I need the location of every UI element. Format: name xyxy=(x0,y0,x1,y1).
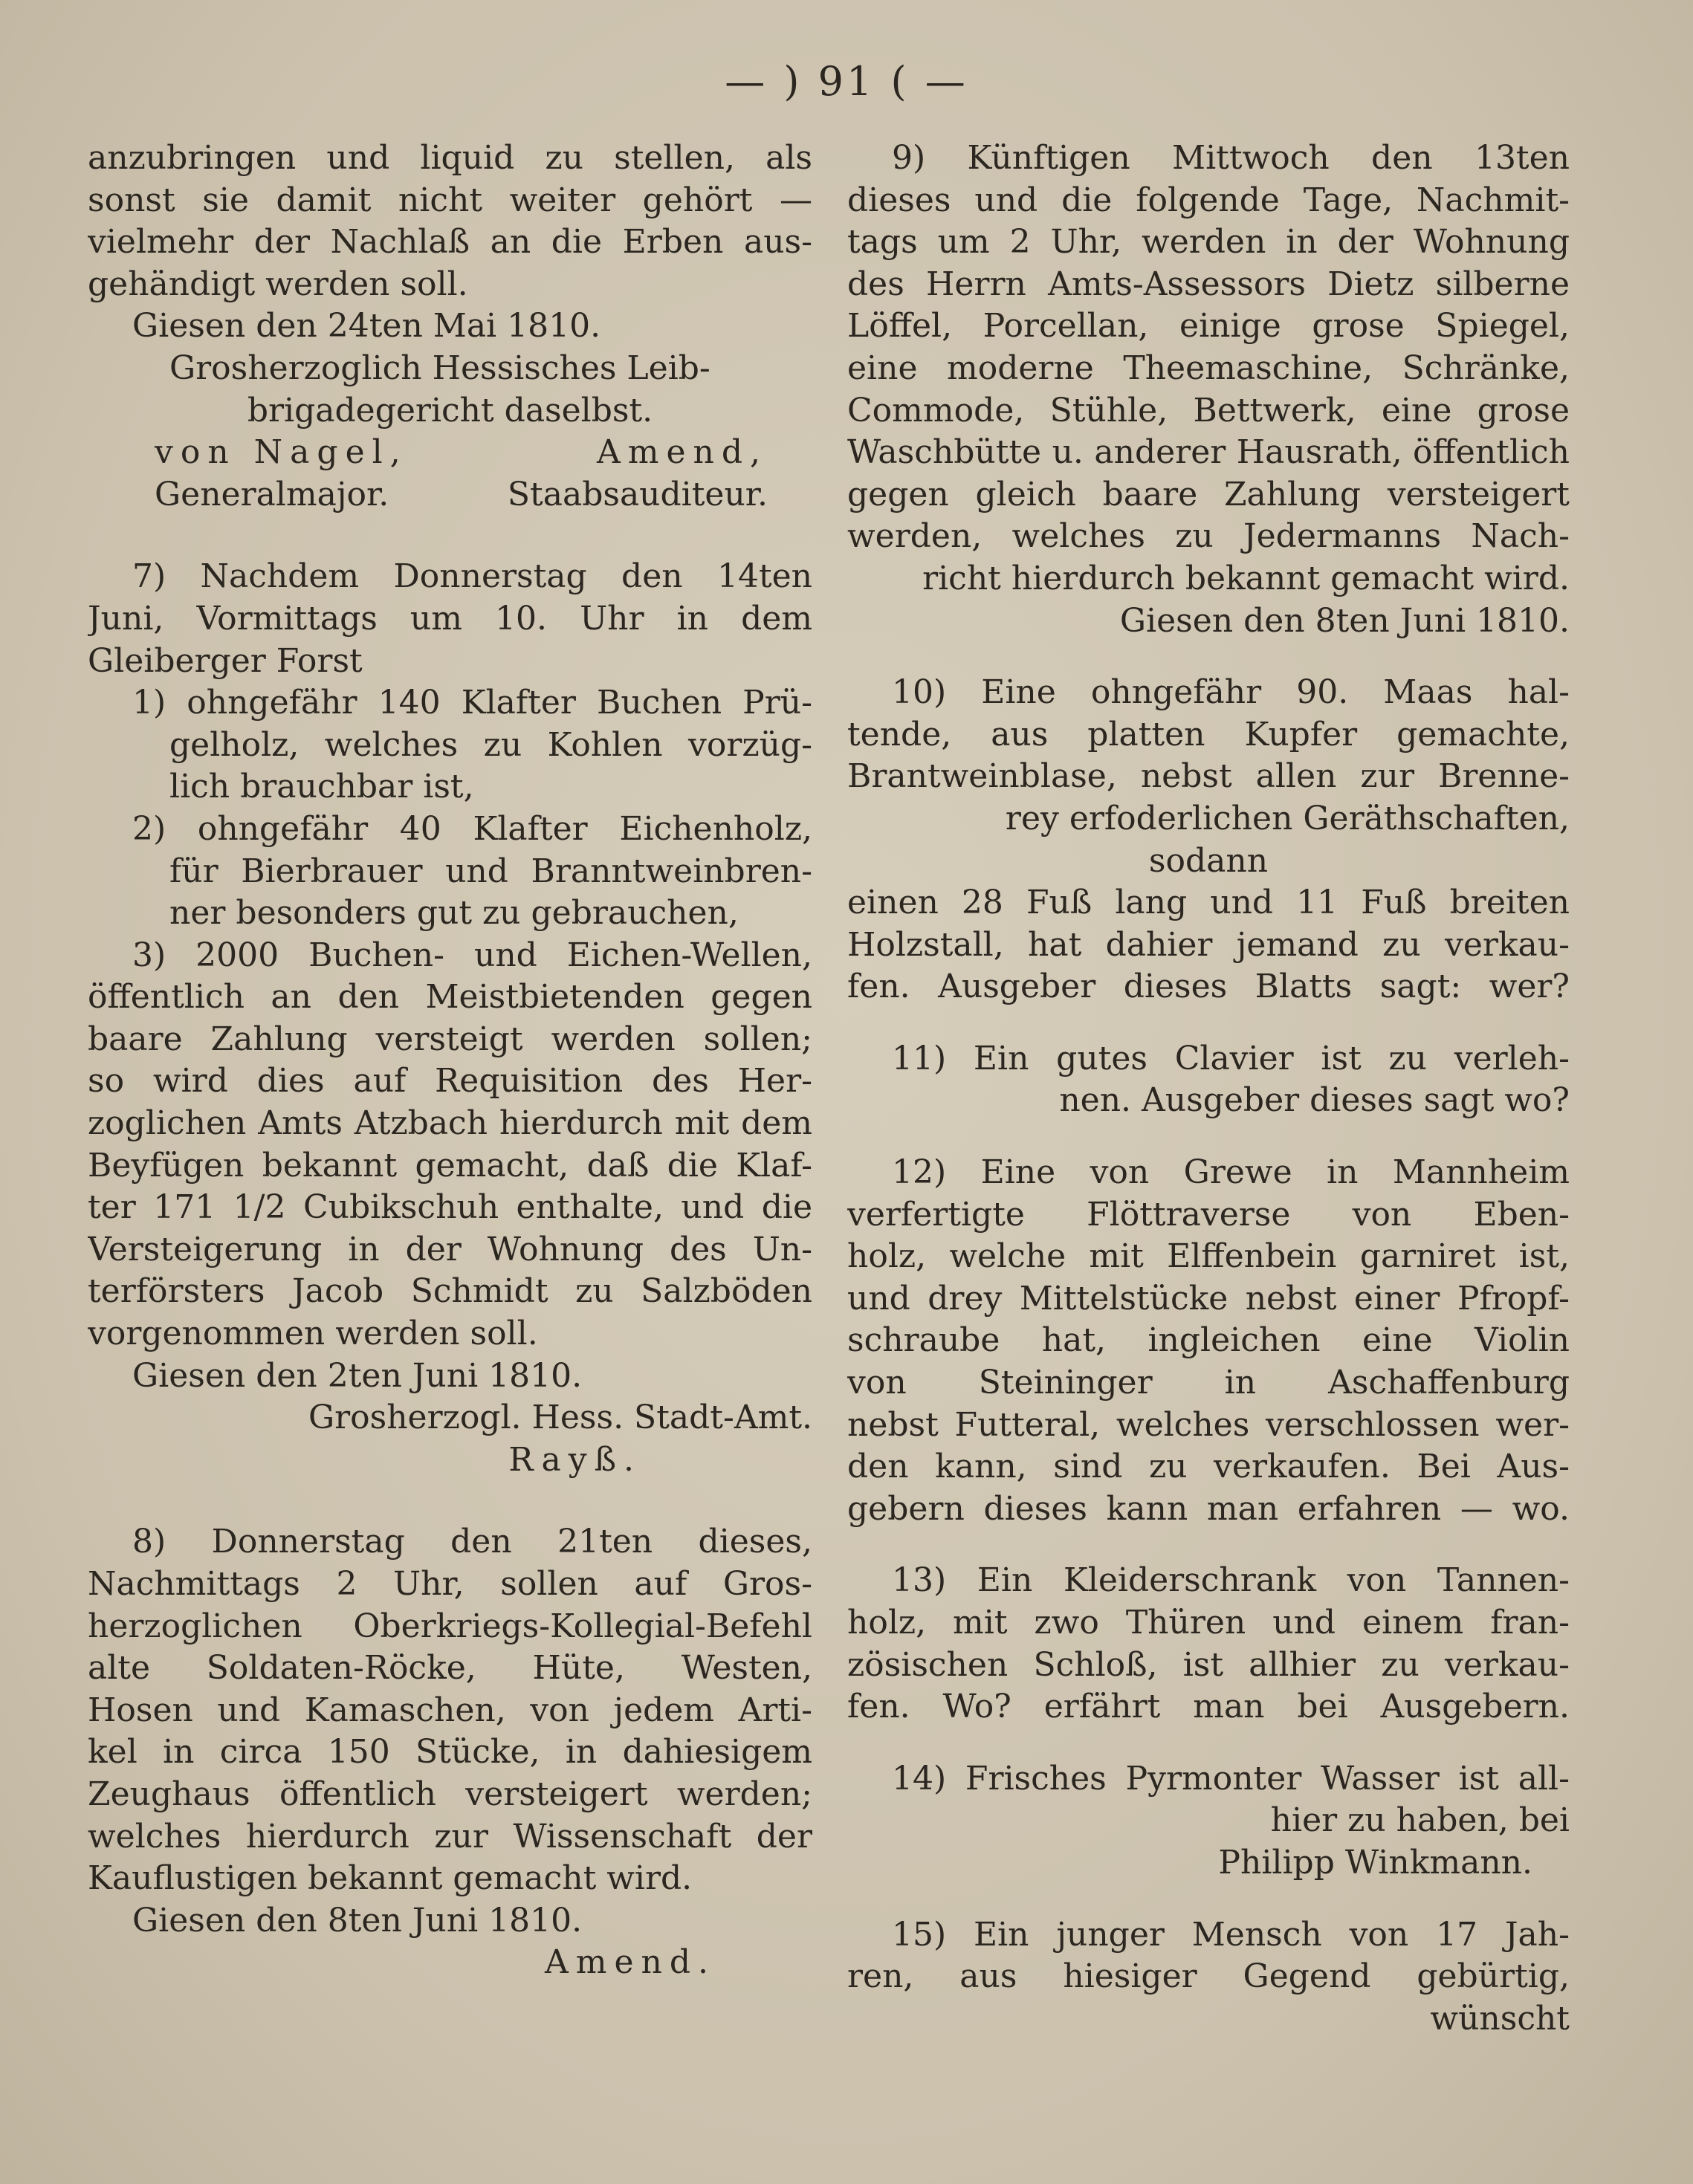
office-line: Grosherzogl. Hess. Stadt-Amt. xyxy=(308,1399,812,1437)
text-line: herzoglichen Oberkriegs-Kollegial-Befehl xyxy=(88,1607,812,1645)
text-line: zoglichen Amts Atzbach hierdurch mit dem xyxy=(88,1104,812,1143)
text-line: anzubringen und liquid zu stellen, als xyxy=(88,139,812,177)
court-line: brigadegericht daselbst. xyxy=(247,391,653,430)
notice-12-flute-violin xyxy=(847,1152,1570,1530)
catchword: wünscht xyxy=(1430,1999,1570,2038)
text-line: einen 28 Fuß lang und 11 Fuß breiten xyxy=(847,884,1570,922)
text-line: welches hierdurch zur Wissenschaft der xyxy=(88,1817,812,1856)
text-line: verfertigte Flöttraverse von Eben- xyxy=(847,1195,1570,1234)
page-number: — ) 91 ( — xyxy=(725,58,968,105)
signature-title: Generalmajor. xyxy=(155,475,389,513)
text-line: zösischen Schloß, ist allhier zu verkau- xyxy=(847,1645,1570,1684)
text-line: 10) Eine ohngefähr 90. Maas hal- xyxy=(892,673,1570,712)
date-line: Giesen den 8ten Juni 1810. xyxy=(132,1901,583,1940)
signature-name: Philipp Winkmann. xyxy=(1218,1843,1532,1882)
text-line: gebern dieses kann man erfahren — wo. xyxy=(847,1489,1570,1528)
list-item: 1) ohngefähr 140 Klafter Buchen Prü- xyxy=(132,684,812,722)
text-line: vorgenommen werden soll. xyxy=(88,1315,538,1353)
text-line: Nachmittags 2 Uhr, sollen auf Gros- xyxy=(88,1565,812,1603)
text-line: hier zu haben, bei xyxy=(1270,1801,1570,1840)
text-line: fen. Wo? erfährt man bei Ausgebern. xyxy=(847,1688,1570,1726)
text-line: und drey Mittelstücke nebst einer Pfropf- xyxy=(847,1279,1570,1318)
court-line: Grosherzoglich Hessisches Leib- xyxy=(169,349,710,387)
list-item: 2) ohngefähr 40 Klafter Eichenholz, xyxy=(132,809,812,848)
notice-15-young-man xyxy=(847,1914,1570,2041)
text-line: fen. Ausgeber dieses Blatts sagt: wer? xyxy=(847,968,1570,1006)
text-line: Commode, Stühle, Bettwerk, eine grose xyxy=(847,391,1570,430)
text-line: des Herrn Amts-Assessors Dietz silberne xyxy=(847,265,1570,303)
date-line: Giesen den 8ten Juni 1810. xyxy=(1119,601,1570,640)
text-line: 14) Frisches Pyrmonter Wasser ist all- xyxy=(892,1759,1570,1798)
text-line: 13) Ein Kleiderschrank von Tannen- xyxy=(892,1561,1570,1600)
notice-13-wardrobe xyxy=(847,1560,1570,1728)
list-item: 3) 2000 Buchen- und Eichen-Wellen, xyxy=(132,936,812,974)
date-line: Giesen den 24ten Mai 1810. xyxy=(132,307,601,346)
text-line: nebst Futteral, welches verschlossen wer- xyxy=(847,1405,1570,1444)
text-line: kel in circa 150 Stücke, in dahiesigem xyxy=(88,1733,812,1772)
list-item: lich brauchbar ist, xyxy=(169,768,474,806)
text-line: dieses und die folgende Tage, Nachmit- xyxy=(847,181,1570,219)
signature-title: Staabsauditeur. xyxy=(507,475,768,513)
list-item: für Bierbrauer und Branntweinbren- xyxy=(169,852,812,890)
text-line: gehändigt werden soll. xyxy=(88,265,468,303)
text-line: gegen gleich baare Zahlung versteigert xyxy=(847,475,1570,513)
text-line: terförsters Jacob Schmidt zu Salzböden xyxy=(88,1272,812,1311)
text-line: von Steininger in Aschaffenburg xyxy=(847,1364,1570,1402)
text-line: rey erfoderlichen Geräthschaften, xyxy=(1005,799,1570,837)
text-line: Kauflustigen bekannt gemacht wird. xyxy=(88,1859,693,1898)
text-line: Holzstall, hat dahier jemand zu verkau- xyxy=(847,925,1570,964)
text-line: Waschbütte u. anderer Hausrath, öffentlich xyxy=(847,433,1570,472)
text-line: eine moderne Theemaschine, Schränke, xyxy=(847,349,1570,387)
text-line: Beyfügen bekannt gemacht, daß die Klaf- xyxy=(88,1146,812,1185)
text-line: öffentlich an den Meistbietenden gegen xyxy=(88,978,812,1017)
text-line: richt hierdurch bekannt gemacht wird. xyxy=(922,559,1570,597)
text-line: 8) Donnerstag den 21ten dieses, xyxy=(132,1523,812,1561)
text-line: Juni, Vormittags um 10. Uhr in dem xyxy=(88,599,812,638)
text-line: ren, aus hiesiger Gegend gebürtig, xyxy=(847,1957,1570,1996)
text-line: Hosen und Kamaschen, von jedem Arti- xyxy=(88,1691,812,1729)
text-line: Versteigerung in der Wohnung des Un- xyxy=(88,1230,812,1268)
text-line: so wird dies auf Requisition des Her- xyxy=(88,1062,812,1101)
signature-name: Amend. xyxy=(544,1943,716,1982)
text-line: Brantweinblase, nebst allen zur Brenne- xyxy=(847,757,1570,796)
signature-name: Amend, xyxy=(596,433,768,472)
text-line: den kann, sind zu verkaufen. Bei Aus- xyxy=(847,1448,1570,1486)
text-line: vielmehr der Nachlaß an die Erben aus- xyxy=(88,223,812,262)
text-line: Zeughaus öffentlich versteigert werden; xyxy=(88,1775,812,1813)
text-line: Löffel, Porcellan, einige grose Spiegel, xyxy=(847,307,1570,346)
text-line: 7) Nachdem Donnerstag den 14ten xyxy=(132,557,812,596)
text-line: alte Soldaten-Röcke, Hüte, Westen, xyxy=(88,1649,812,1688)
text-line: holz, welche mit Elffenbein garniret ist, xyxy=(847,1237,1570,1276)
left-column xyxy=(88,137,812,1984)
signature-row xyxy=(88,474,812,516)
notice-9-household-auction xyxy=(847,137,1570,642)
list-item: gelholz, welches zu Kohlen vorzüg- xyxy=(169,725,812,764)
notice-7-wood-auction xyxy=(88,556,812,1481)
text-line: tags um 2 Uhr, werden in der Wohnung xyxy=(847,223,1570,262)
text-line: 15) Ein junger Mensch von 17 Jah- xyxy=(892,1915,1570,1954)
date-line: Giesen den 2ten Juni 1810. xyxy=(132,1356,583,1395)
text-line: werden, welches zu Jedermanns Nach- xyxy=(847,517,1570,556)
text-line: sodann xyxy=(1148,841,1269,880)
text-line: holz, mit zwo Thüren und einem fran- xyxy=(847,1604,1570,1642)
text-line: 12) Eine von Grewe in Mannheim xyxy=(892,1153,1570,1192)
signature-row xyxy=(88,432,812,474)
text-line: nen. Ausgeber dieses sagt wo? xyxy=(1059,1081,1570,1120)
notice-11-clavier xyxy=(847,1038,1570,1122)
notice-14-pyrmont-water xyxy=(847,1758,1570,1885)
signature-name: von Nagel, xyxy=(155,433,408,472)
text-line: ter 171 1/2 Cubikschuh enthalte, und die xyxy=(88,1188,812,1227)
right-column xyxy=(847,137,1570,2040)
text-line: tende, aus platten Kupfer gemachte, xyxy=(847,715,1570,754)
notice-8-uniform-auction xyxy=(88,1521,812,1984)
text-line: baare Zahlung versteigt werden sollen; xyxy=(88,1020,812,1058)
signature-name: Rayß. xyxy=(508,1440,641,1479)
list-item: ner besonders gut zu gebrauchen, xyxy=(169,894,739,933)
text-line: Gleiberger Forst xyxy=(88,641,363,680)
text-line: 11) Ein gutes Clavier ist zu verleh- xyxy=(892,1039,1570,1078)
text-line: schraube hat, ingleichen eine Violin xyxy=(847,1321,1570,1360)
notice-estate xyxy=(88,137,812,516)
notice-10-still-for-sale xyxy=(847,672,1570,1008)
text-line: sonst sie damit nicht weiter gehört — xyxy=(88,181,812,219)
text-line: 9) Künftigen Mittwoch den 13ten xyxy=(892,139,1570,177)
